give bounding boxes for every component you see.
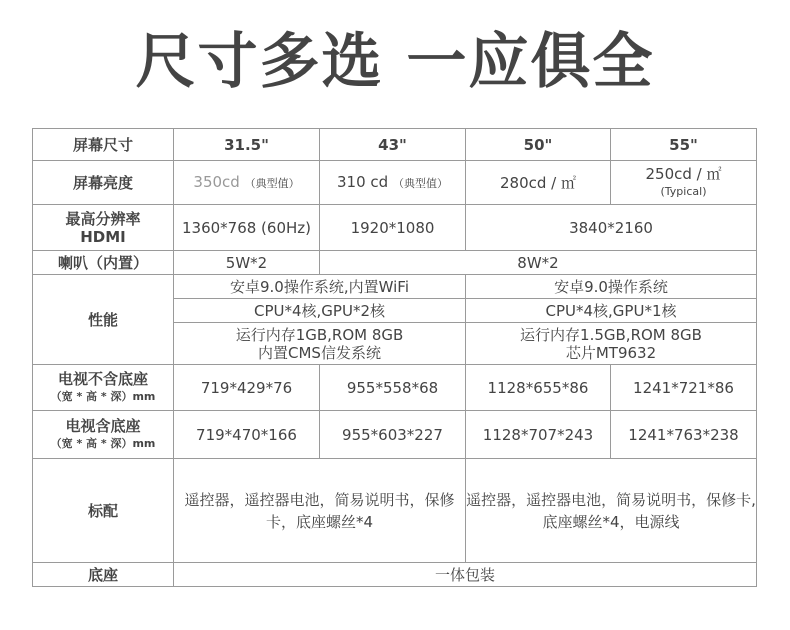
resolution-label-line2: HDMI	[80, 227, 126, 246]
brightness-31-5	[174, 161, 320, 205]
accessories-right: 遥控器，遥控器电池，简易说明书，保修卡,底座螺丝*4，电源线	[466, 459, 757, 563]
row-label-resolution	[33, 205, 174, 251]
dims-with-base-55: 1241*763*238	[611, 411, 757, 459]
dims-with-base-31-5: 719*470*166	[174, 411, 320, 459]
table-row-dims-with-base	[33, 411, 757, 459]
spec-table	[32, 128, 757, 587]
brightness-43	[320, 161, 466, 205]
performance-right-cpu: CPU*4核,GPU*1核	[466, 299, 757, 323]
dims-no-base-31-5: 719*429*76	[174, 365, 320, 411]
brightness-55-note: (Typical)	[660, 184, 707, 198]
size-55: 55"	[611, 129, 757, 161]
dims-no-base-55: 1241*721*86	[611, 365, 757, 411]
table-row-resolution	[33, 205, 757, 251]
resolution-50-55: 3840*2160	[466, 205, 757, 251]
row-label-dims-no-base	[33, 365, 174, 411]
performance-left-os: 安卓9.0操作系统,内置WiFi	[174, 275, 466, 299]
table-row-performance-os	[33, 275, 757, 299]
dims-no-base-label-line2: （宽 * 高 * 深）mm	[50, 389, 156, 403]
dims-no-base-label-line1: 电视不含底座	[57, 369, 148, 388]
page-title: 尺寸多选 一应俱全	[135, 27, 655, 97]
brightness-50: 280cd / ㎡	[466, 161, 611, 205]
row-label-speaker: 喇叭（内置）	[33, 251, 174, 275]
brightness-43-value: 310 cd	[337, 172, 389, 191]
performance-left-mem-line1: 运行内存1GB,ROM 8GB	[235, 325, 404, 344]
base-value: 一体包装	[174, 563, 757, 587]
table-row-brightness	[33, 161, 757, 205]
performance-left-memory	[174, 323, 466, 365]
performance-right-mem-line1: 运行内存1.5GB,ROM 8GB	[520, 325, 702, 344]
row-label-base: 底座	[33, 563, 174, 587]
resolution-43: 1920*1080	[320, 205, 466, 251]
dims-no-base-43: 955*558*68	[320, 365, 466, 411]
dims-with-base-label-line2: （宽 * 高 * 深）mm	[50, 436, 156, 450]
size-43: 43"	[320, 129, 466, 161]
accessories-left: 遥控器，遥控器电池，简易说明书，保修卡，底座螺丝*4	[174, 459, 466, 563]
performance-right-os: 安卓9.0操作系统	[466, 275, 757, 299]
performance-right-memory	[466, 323, 757, 365]
table-row-dims-no-base	[33, 365, 757, 411]
resolution-label-line1: 最高分辨率	[65, 209, 141, 228]
brightness-55-value: 250cd / ㎡	[645, 164, 722, 183]
row-label-accessories: 标配	[33, 459, 174, 563]
size-50: 50"	[466, 129, 611, 161]
resolution-31-5: 1360*768 (60Hz)	[174, 205, 320, 251]
brightness-55	[611, 161, 757, 205]
row-label-brightness: 屏幕亮度	[33, 161, 174, 205]
dims-no-base-50: 1128*655*86	[466, 365, 611, 411]
dims-with-base-43: 955*603*227	[320, 411, 466, 459]
table-row-sizes	[33, 129, 757, 161]
table-row-base	[33, 563, 757, 587]
dims-with-base-label-line1: 电视含底座	[65, 416, 141, 435]
speaker-rest: 8W*2	[320, 251, 757, 275]
size-31-5: 31.5"	[174, 129, 320, 161]
row-label-dims-with-base	[33, 411, 174, 459]
performance-left-mem-line2: 内置CMS信发系统	[258, 343, 381, 362]
brightness-31-5-note: （典型值）	[244, 176, 300, 190]
row-label-screen-size: 屏幕尺寸	[33, 129, 174, 161]
dims-with-base-50: 1128*707*243	[466, 411, 611, 459]
table-row-accessories	[33, 459, 757, 563]
row-label-performance: 性能	[33, 275, 174, 365]
speaker-31-5: 5W*2	[174, 251, 320, 275]
table-row-speaker	[33, 251, 757, 275]
performance-right-mem-line2: 芯片MT9632	[565, 343, 657, 362]
brightness-31-5-value: 350cd	[193, 172, 240, 191]
performance-left-cpu: CPU*4核,GPU*2核	[174, 299, 466, 323]
brightness-43-note: （典型值）	[392, 176, 448, 190]
